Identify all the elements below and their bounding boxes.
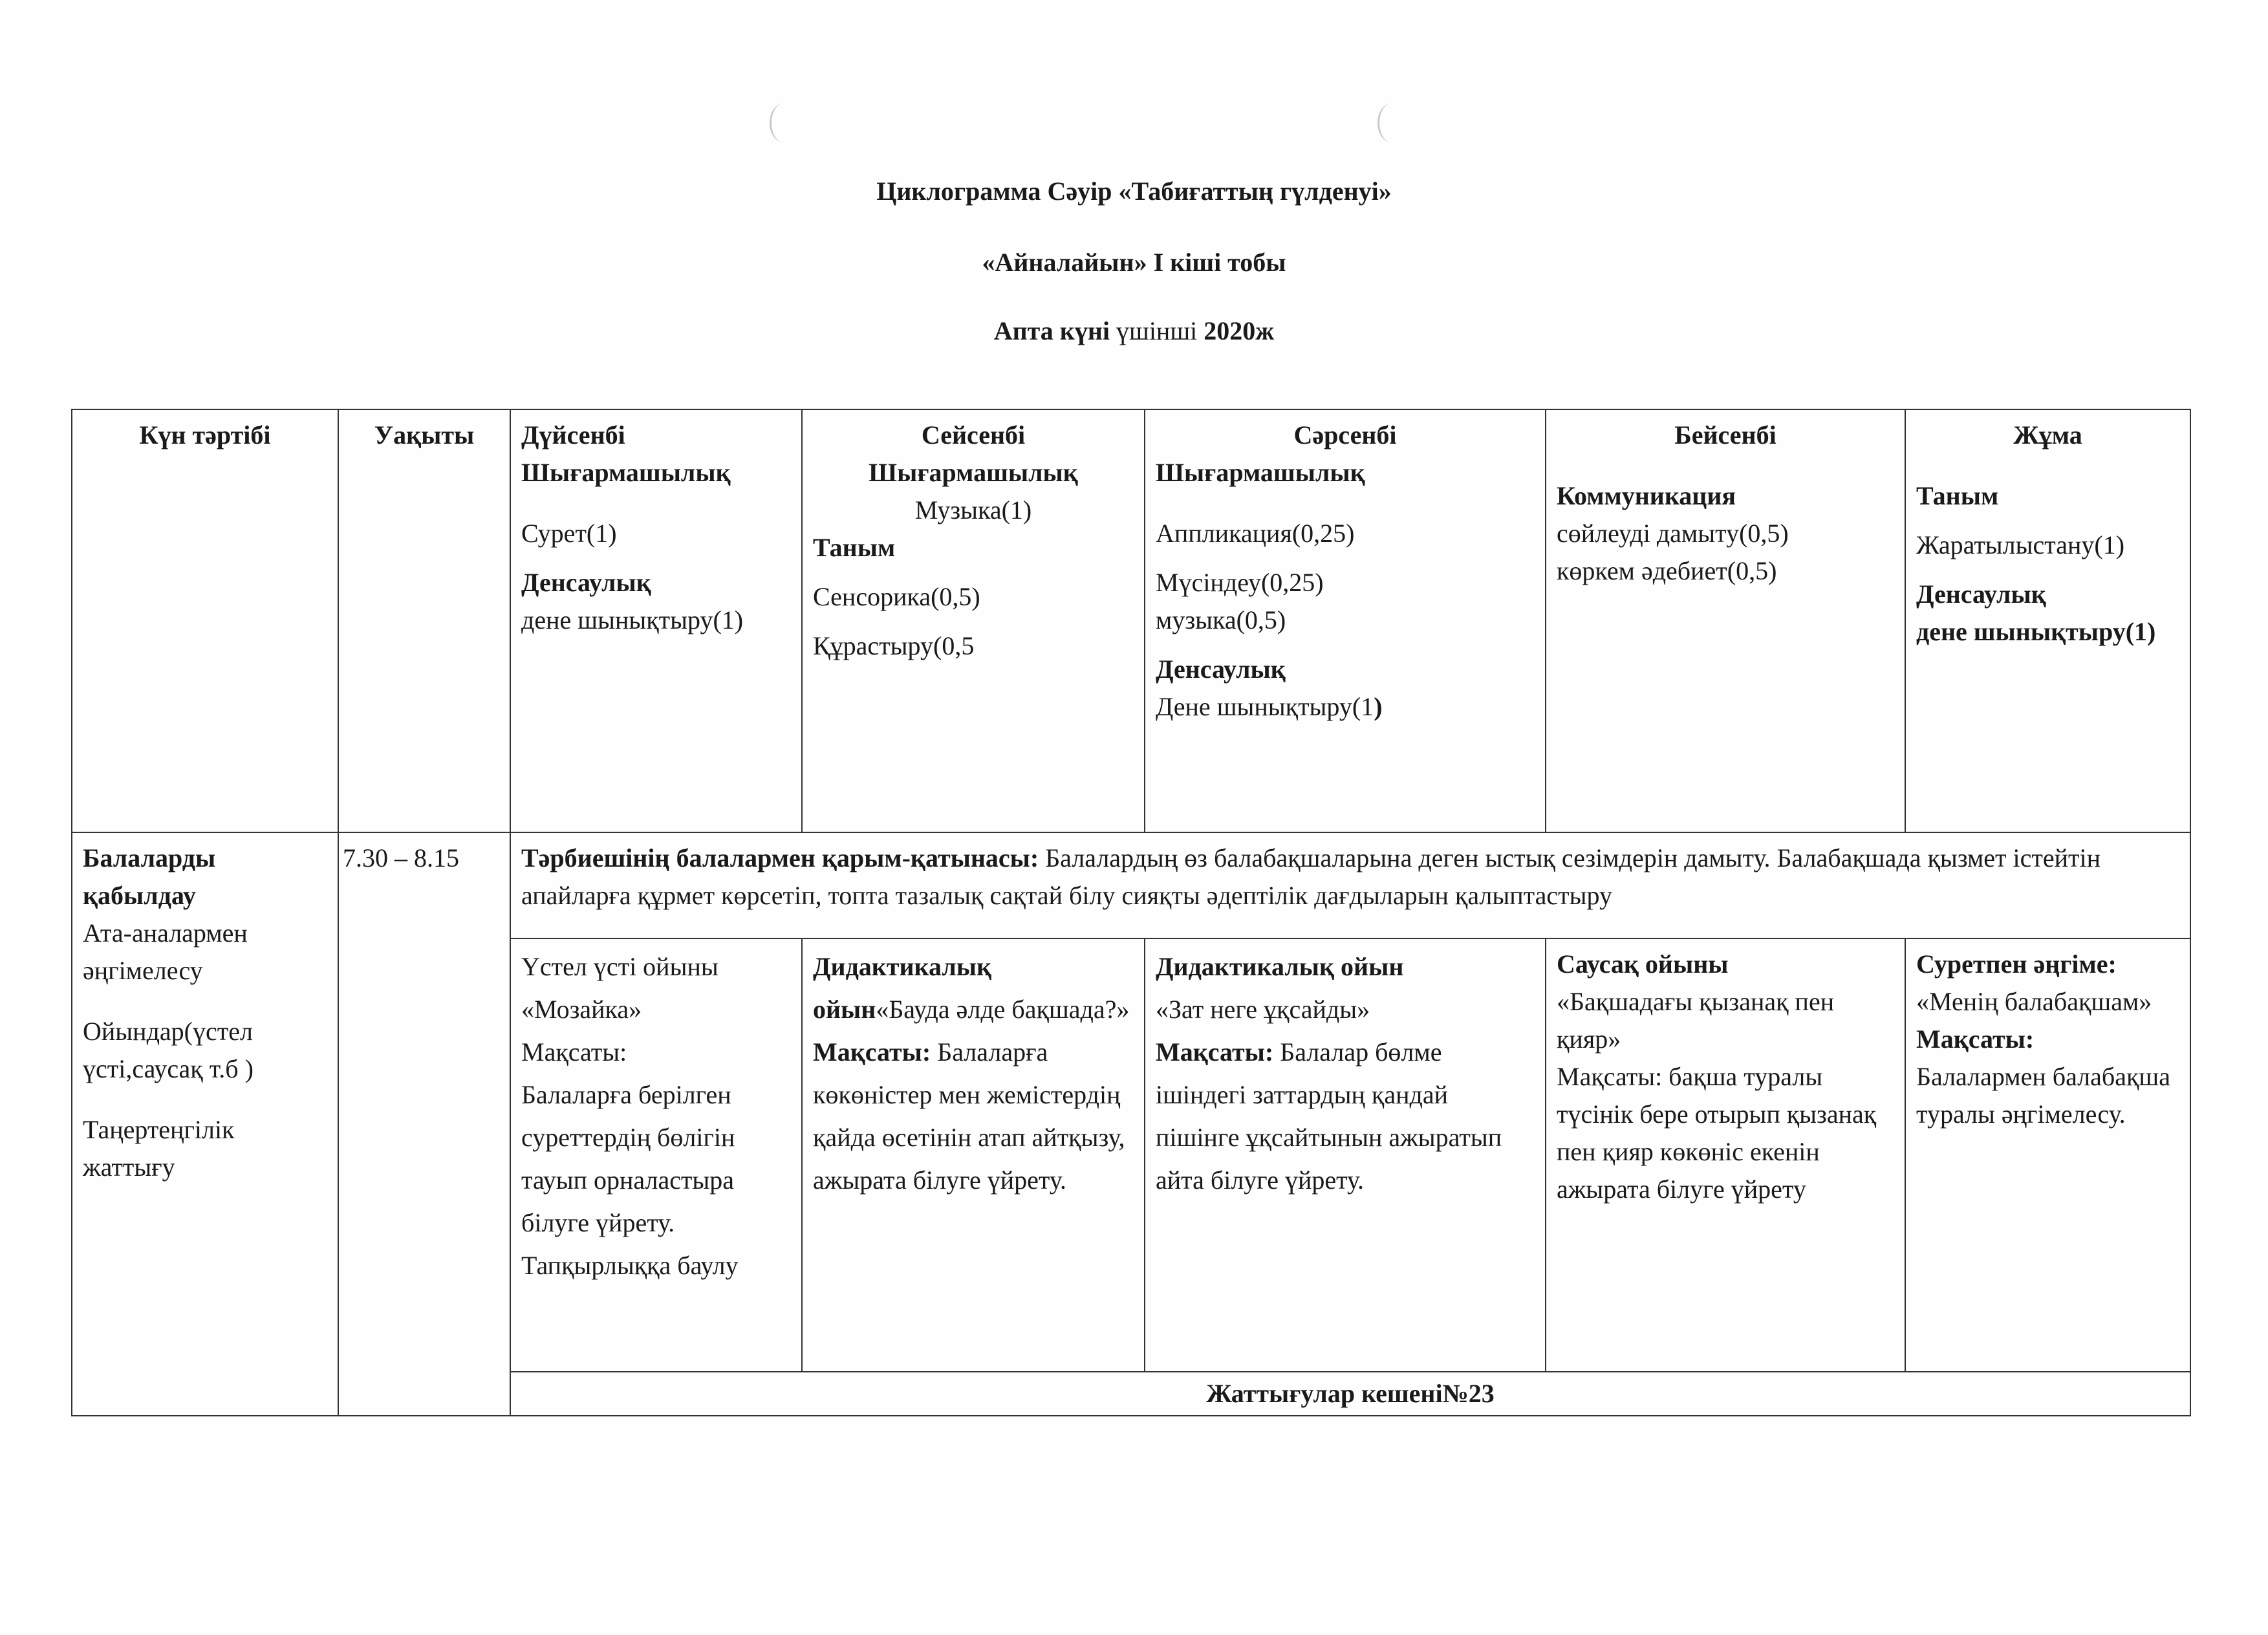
activity-monday-goal-label: Мақсаты: bbox=[521, 1037, 627, 1067]
communication-text: Балалардың өз балабақшаларына деген ыстық сезімдерін дамыту. Балабақшада қызмет істейтін апайларға құрмет көрсетіп, топта тазалық сақтай білу сияқты әдептілік дағдыларын қалыптастыру bbox=[521, 843, 2101, 910]
friday-day: Жұма bbox=[2013, 420, 2082, 449]
activity-tuesday bbox=[802, 938, 1145, 1372]
wednesday-item1: Аппликация(0,25) bbox=[1156, 519, 1355, 548]
time-value: 7.30 – 8.15 bbox=[343, 843, 459, 872]
activity-wednesday-goal-label: Мақсаты: bbox=[1156, 1037, 1274, 1067]
wednesday-item4-line bbox=[1156, 688, 1535, 726]
header-routine: Күн тәртібі bbox=[72, 409, 338, 832]
communication-row bbox=[72, 832, 2190, 938]
wednesday-area1: Шығармашылық bbox=[1156, 458, 1365, 487]
activity-monday-goal: Балаларға берілген суреттердің бөлігін тауып орналастыра білуге үйрету. Тапқырлыққа баулу bbox=[521, 1080, 739, 1280]
friday-area2: Денсаулық bbox=[1916, 579, 2046, 609]
thursday-item1: сөйлеуді дамыту(0,5) bbox=[1557, 519, 1789, 548]
routine-sub3: Таңертеңгілік жаттығу bbox=[83, 1115, 235, 1182]
header-wednesday bbox=[1145, 409, 1546, 832]
header-thursday bbox=[1546, 409, 1905, 832]
routine-sub1: Ата-аналармен әңгімелесу bbox=[83, 918, 248, 985]
activity-friday-goal: Балалармен балабақша туралы әңгімелесу. bbox=[1916, 1062, 2170, 1129]
activity-tuesday-goal-label: Мақсаты: bbox=[813, 1037, 931, 1067]
communication-cell bbox=[510, 832, 2190, 938]
thursday-day: Бейсенбі bbox=[1674, 420, 1777, 449]
activity-wednesday-title-bold: Дидактикалық ойын bbox=[1156, 952, 1404, 981]
header-time: Уақыты bbox=[338, 409, 510, 832]
monday-day: Дүйсенбі bbox=[521, 420, 625, 449]
tuesday-area1: Шығармашылық bbox=[869, 458, 1078, 487]
header-tuesday bbox=[802, 409, 1145, 832]
monday-item2: дене шынықтыру(1) bbox=[521, 605, 744, 634]
tuesday-item1: Музыка(1) bbox=[914, 495, 1032, 525]
friday-area1: Таным bbox=[1916, 481, 1999, 510]
routine-title: Балаларды қабылдау bbox=[83, 843, 216, 910]
week-word: үшінші bbox=[1116, 316, 1198, 345]
exercise-cell bbox=[510, 1372, 2190, 1416]
week-year: 2020ж bbox=[1204, 316, 1275, 345]
activity-tuesday-goal: Балаларға көкөністер мен жемістердің қайда өсетінін атап айтқызу, ажырата білуге үйрету. bbox=[813, 1037, 1125, 1195]
activity-thursday-title: «Бақшадағы қызанақ пен қияр» bbox=[1557, 987, 1835, 1054]
routine-cell bbox=[72, 832, 338, 1416]
activity-friday-title: «Менің балабақшам» bbox=[1916, 987, 2152, 1016]
activity-monday-title: Үстел үсті ойыны «Мозайка» bbox=[521, 952, 718, 1024]
wednesday-item3: музыка(0,5) bbox=[1156, 605, 1286, 634]
scan-mark-left bbox=[770, 103, 797, 142]
week-line bbox=[0, 316, 2268, 347]
header-row bbox=[72, 409, 2190, 832]
time-cell bbox=[338, 832, 510, 1416]
activity-wednesday-goal: Балалар бөлме ішіндегі заттардың қандай пішінге ұқсайтынын ажыратып айта білуге үйрету. bbox=[1156, 1037, 1502, 1195]
header-friday bbox=[1905, 409, 2190, 832]
activity-monday bbox=[510, 938, 802, 1372]
thursday-item2: көркем әдебиет(0,5) bbox=[1557, 556, 1777, 585]
header-monday bbox=[510, 409, 802, 832]
tuesday-day: Сейсенбі bbox=[921, 420, 1026, 449]
wednesday-item2: Мүсіндеу(0,25) bbox=[1156, 568, 1324, 597]
activity-thursday-title-bold: Саусақ ойыны bbox=[1557, 949, 1729, 979]
exercise-text: Жаттығулар кешені№23 bbox=[1206, 1379, 1495, 1408]
tuesday-area2: Таным bbox=[813, 533, 896, 562]
routine-sub2: Ойындар(үстел үсті,саусақ т.б ) bbox=[83, 1017, 254, 1083]
activity-wednesday bbox=[1145, 938, 1546, 1372]
monday-item1: Сурет(1) bbox=[521, 519, 617, 548]
activity-friday-title-bold: Суретпен әңгіме: bbox=[1916, 949, 2117, 979]
thursday-area1: Коммуникация bbox=[1557, 481, 1736, 510]
activity-tuesday-title: «Бауда әлде бақшада?» bbox=[876, 995, 1130, 1024]
friday-item2: дене шынықтыру(1) bbox=[1916, 617, 2156, 646]
activity-friday-goal-label: Мақсаты: bbox=[1916, 1024, 2035, 1054]
activity-tuesday-title-bold: Дидактикалық ойын bbox=[813, 952, 992, 1024]
tuesday-item3: Құрастыру(0,5 bbox=[813, 631, 975, 660]
monday-area2: Денсаулық bbox=[521, 568, 651, 597]
wednesday-item4-close: ) bbox=[1374, 692, 1383, 721]
activity-thursday-goal: Мақсаты: бақша туралы түсінік бере отырып қызанақ пен қияр көкөніс екенін ажырата білуге үйрету bbox=[1557, 1062, 1877, 1204]
group-name: «Айналайын» І кіші тобы bbox=[982, 248, 1286, 277]
activity-wednesday-title: «Зат неге ұқсайды» bbox=[1156, 995, 1370, 1024]
activity-thursday bbox=[1546, 938, 1905, 1372]
wednesday-area2: Денсаулық bbox=[1156, 655, 1286, 684]
friday-item1: Жаратылыстану(1) bbox=[1916, 530, 2125, 559]
tuesday-item2: Сенсорика(0,5) bbox=[813, 582, 980, 611]
monday-area1: Шығармашылық bbox=[521, 458, 731, 487]
wednesday-item4: Дене шынықтыру(1 bbox=[1156, 692, 1374, 721]
wednesday-day: Сәрсенбі bbox=[1293, 420, 1397, 449]
page-title: Циклограмма Сәуір «Табиғаттың гүлденуі» bbox=[876, 177, 1392, 206]
communication-label: Тәрбиешінің балалармен қарым-қатынасы: bbox=[521, 843, 1039, 872]
schedule-table bbox=[71, 409, 2191, 1416]
week-prefix: Апта күні bbox=[993, 316, 1110, 345]
scan-mark-right bbox=[1377, 103, 1405, 142]
activity-friday bbox=[1905, 938, 2190, 1372]
